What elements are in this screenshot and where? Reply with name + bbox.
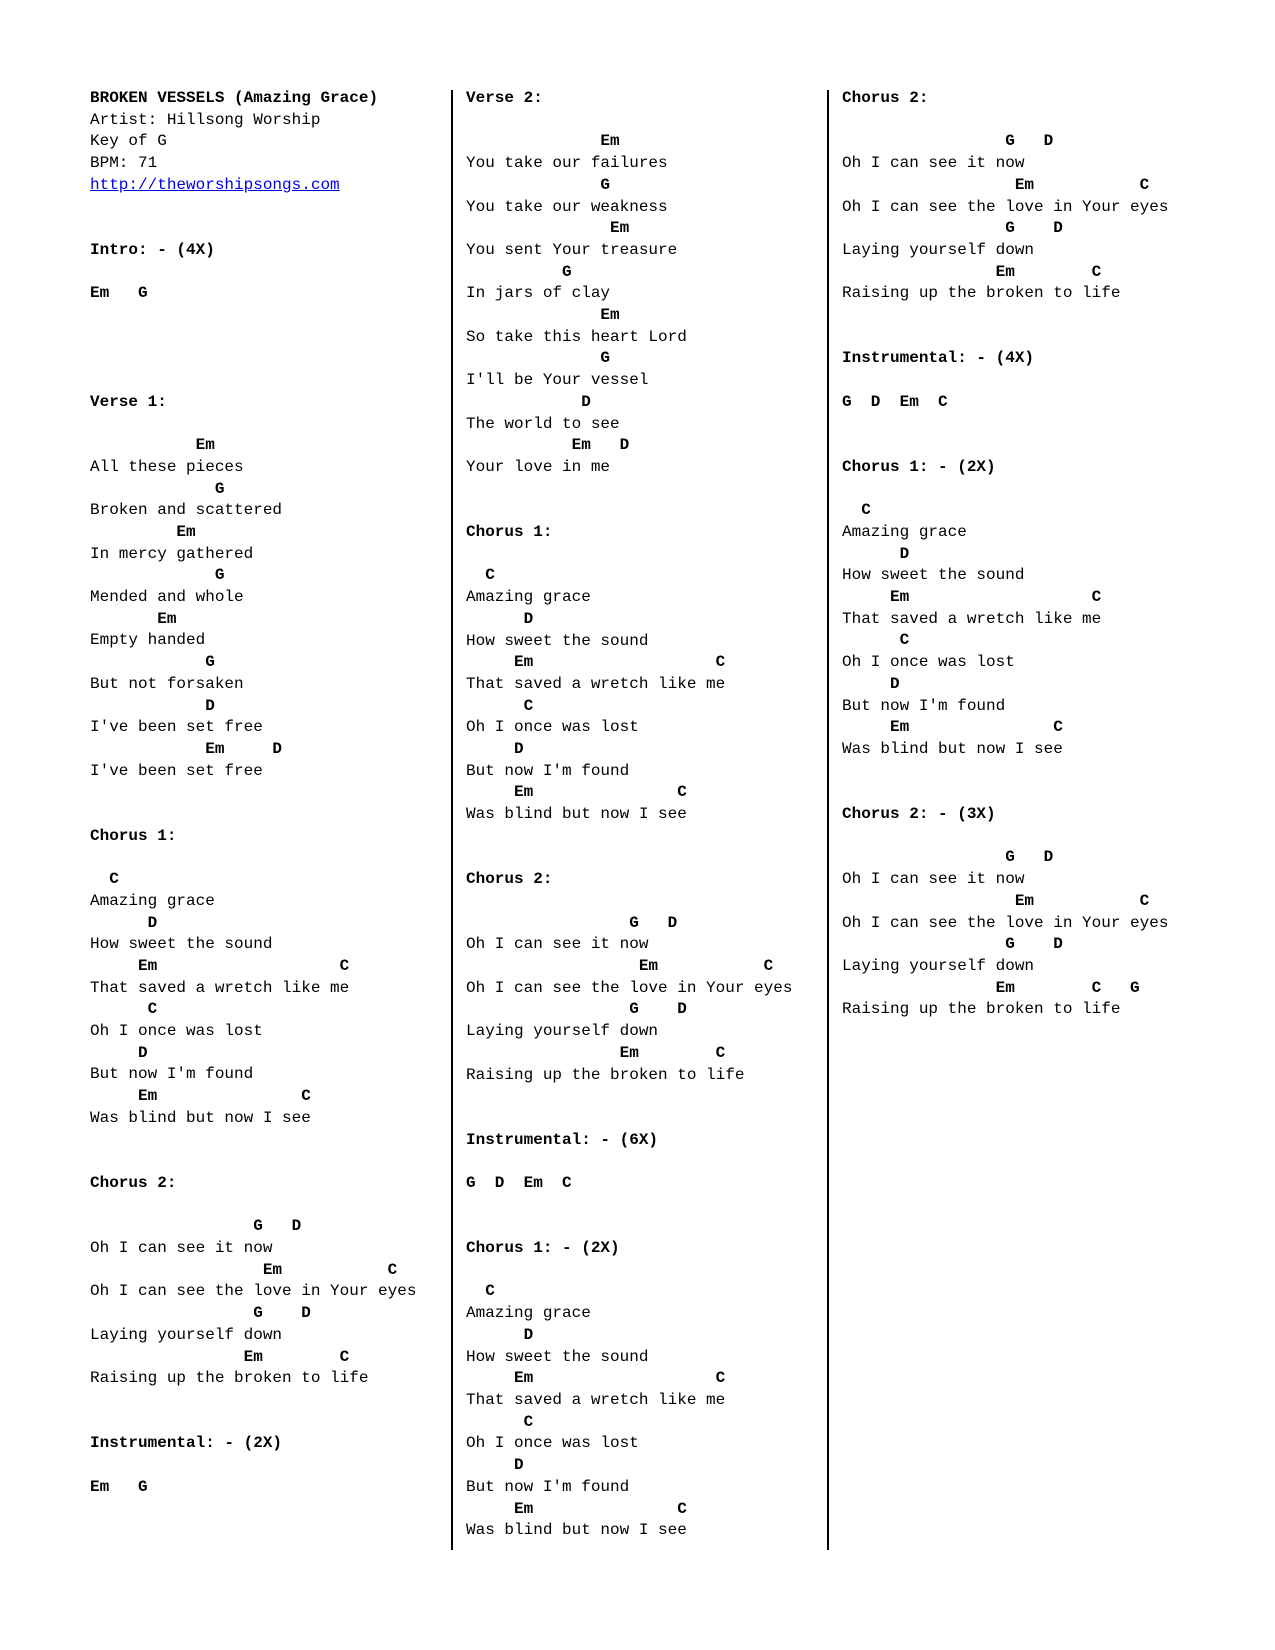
chord-line: G: [466, 175, 611, 194]
blank-line: [842, 479, 1168, 501]
lyric-line: But now I'm found: [466, 761, 630, 780]
chord-line: G D Em C: [842, 392, 948, 411]
chord-line: G: [90, 479, 225, 498]
blank-line: [842, 110, 1168, 132]
chord-line: G D: [466, 913, 678, 932]
chord-line: Em G: [90, 1477, 148, 1496]
chord-line: D: [90, 1043, 148, 1062]
lyric-line: Laying yourself down: [842, 956, 1035, 975]
blank-line: [90, 1412, 416, 1434]
section-heading: Chorus 1:: [466, 523, 553, 542]
chord-sheet-column-2: [466, 88, 792, 1542]
column-divider: [451, 90, 453, 1550]
blank-line: [466, 500, 792, 522]
chord-line: Em C: [466, 1499, 687, 1518]
chord-sheet-column-3: [842, 88, 1168, 1021]
lyric-line: In jars of clay: [466, 284, 611, 303]
chord-line: D: [90, 696, 215, 715]
section-heading: Chorus 2:: [466, 870, 553, 889]
lyric-line: So take this heart Lord: [466, 327, 687, 346]
section-heading: Instrumental: - (2X): [90, 1434, 283, 1453]
chord-line: Em G: [90, 284, 148, 303]
section-heading: Verse 2:: [466, 89, 543, 107]
lyric-line: Your love in me: [466, 457, 611, 476]
lyric-line: How sweet the sound: [466, 1347, 649, 1366]
blank-line: [466, 1151, 792, 1173]
song-meta-line: BPM: 71: [90, 154, 158, 173]
lyric-line: Was blind but now I see: [466, 1521, 687, 1540]
column-divider: [827, 90, 829, 1550]
blank-line: [90, 1151, 416, 1173]
blank-line: [842, 782, 1168, 804]
blank-line: [90, 1130, 416, 1152]
lyric-line: Laying yourself down: [466, 1022, 659, 1041]
section-heading: Chorus 2:: [842, 89, 929, 107]
chord-line: Em C: [466, 957, 774, 976]
blank-line: [842, 327, 1168, 349]
chord-line: Em: [466, 306, 620, 325]
chord-line: Em D: [90, 739, 283, 758]
song-meta-line: Artist: Hillsong Worship: [90, 110, 321, 129]
section-heading: BROKEN VESSELS (Amazing Grace): [90, 89, 379, 107]
chord-line: Em C: [842, 718, 1063, 737]
blank-line: [466, 1216, 792, 1238]
chord-line: D: [466, 609, 534, 628]
section-heading: Instrumental: - (6X): [466, 1130, 659, 1149]
section-heading: Chorus 1: - (2X): [842, 457, 996, 476]
blank-line: [90, 847, 416, 869]
lyric-line: Oh I can see it now: [90, 1239, 273, 1258]
blank-line: [90, 262, 416, 284]
lyric-line: Laying yourself down: [842, 240, 1035, 259]
chord-line: Em C: [466, 1369, 726, 1388]
chord-line: D: [466, 740, 524, 759]
lyric-line: That saved a wretch like me: [466, 1390, 726, 1409]
lyric-line: Amazing grace: [466, 1304, 591, 1323]
chord-line: D: [842, 674, 900, 693]
lyric-line: Raising up the broken to life: [842, 284, 1121, 303]
section-heading: Chorus 1:: [90, 826, 177, 845]
chord-line: C: [466, 696, 534, 715]
lyric-line: Broken and scattered: [90, 501, 283, 520]
chord-line: D: [466, 1325, 534, 1344]
lyric-line: That saved a wretch like me: [466, 674, 726, 693]
song-meta-line: Key of G: [90, 132, 167, 151]
chord-line: Em: [466, 219, 630, 238]
lyric-line: How sweet the sound: [466, 631, 649, 650]
chord-line: Em C: [90, 1260, 398, 1279]
blank-line: [90, 782, 416, 804]
lyric-line: I'll be Your vessel: [466, 371, 649, 390]
blank-line: [90, 1195, 416, 1217]
chord-line: C: [842, 631, 910, 650]
chord-line: D: [466, 392, 591, 411]
section-heading: Chorus 2: - (3X): [842, 805, 996, 824]
chord-line: G D: [842, 132, 1054, 151]
chord-line: G D: [842, 219, 1063, 238]
blank-line: [90, 804, 416, 826]
lyric-line: In mercy gathered: [90, 544, 254, 563]
blank-line: [842, 370, 1168, 392]
lyric-line: You take our weakness: [466, 197, 668, 216]
lyric-line: I've been set free: [90, 761, 263, 780]
lyric-line: All these pieces: [90, 457, 244, 476]
lyric-line: Raising up the broken to life: [90, 1369, 369, 1388]
chord-line: G D: [90, 1217, 302, 1236]
blank-line: [90, 305, 416, 327]
chord-line: C: [842, 501, 871, 520]
chord-line: G D Em C: [466, 1174, 572, 1192]
chord-line: Em C: [466, 783, 687, 802]
lyric-line: Oh I once was lost: [90, 1022, 263, 1041]
lyric-line: You take our failures: [466, 154, 668, 173]
chord-line: G: [466, 349, 611, 368]
chord-line: Em C: [842, 588, 1102, 607]
chord-line: C: [466, 1412, 534, 1431]
lyric-line: Oh I can see the love in Your eyes: [842, 197, 1169, 216]
lyric-line: But now I'm found: [466, 1477, 630, 1496]
chord-line: G D: [842, 935, 1063, 954]
lyric-line: But not forsaken: [90, 674, 244, 693]
blank-line: [842, 305, 1168, 327]
blank-line: [466, 1086, 792, 1108]
blank-line: [90, 413, 416, 435]
lyric-line: Amazing grace: [466, 588, 591, 607]
chord-line: Em C: [842, 262, 1102, 281]
chord-line: G D: [90, 1304, 311, 1323]
chord-line: G D: [842, 848, 1054, 867]
chord-line: Em: [90, 436, 215, 455]
section-heading: Instrumental: - (4X): [842, 349, 1035, 368]
chord-line: D: [90, 913, 158, 932]
lyric-line: Was blind but now I see: [842, 739, 1063, 758]
lyric-line: Oh I once was lost: [466, 1434, 639, 1453]
blank-line: [466, 826, 792, 848]
lyric-line: That saved a wretch like me: [842, 609, 1102, 628]
lyric-line: Oh I can see it now: [466, 935, 649, 954]
chord-line: Em C: [466, 653, 726, 672]
section-heading: Chorus 1: - (2X): [466, 1239, 620, 1258]
chord-line: Em C: [842, 891, 1150, 910]
lyric-line: Oh I once was lost: [842, 653, 1015, 672]
lyric-line: Was blind but now I see: [90, 1108, 311, 1127]
chord-line: D: [842, 544, 910, 563]
lyric-line: Was blind but now I see: [466, 805, 687, 824]
blank-line: [466, 848, 792, 870]
lyric-line: Oh I can see the love in Your eyes: [842, 913, 1169, 932]
chord-line: C: [466, 1282, 495, 1301]
lyric-line: Oh I can see the love in Your eyes: [90, 1282, 417, 1301]
blank-line: [90, 218, 416, 240]
blank-line: [90, 1455, 416, 1477]
blank-line: [466, 891, 792, 913]
blank-line: [90, 327, 416, 349]
chord-line: Em: [90, 522, 196, 541]
lyric-line: How sweet the sound: [90, 935, 273, 954]
lyric-line: Raising up the broken to life: [466, 1065, 745, 1084]
chord-line: Em D: [466, 436, 630, 455]
chord-line: G D: [466, 1000, 687, 1019]
blank-line: [466, 1260, 792, 1282]
chord-line: C: [466, 566, 495, 585]
lyric-line: How sweet the sound: [842, 566, 1025, 585]
chord-line: Em C: [842, 175, 1150, 194]
lyric-line: The world to see: [466, 414, 620, 433]
chord-line: G: [90, 566, 225, 585]
lyric-line: Laying yourself down: [90, 1325, 283, 1344]
chord-line: Em C: [90, 1087, 311, 1106]
chord-line: Em C: [90, 956, 350, 975]
lyric-line: Oh I can see it now: [842, 154, 1025, 173]
blank-line: [90, 348, 416, 370]
blank-line: [466, 110, 792, 132]
lyric-line: Empty handed: [90, 631, 206, 650]
lyric-line: Oh I once was lost: [466, 718, 639, 737]
lyric-line: Amazing grace: [90, 891, 215, 910]
lyric-line: Raising up the broken to life: [842, 1000, 1121, 1019]
chord-line: Em: [90, 609, 177, 628]
chord-line: Em C G: [842, 978, 1140, 997]
lyric-line: You sent Your treasure: [466, 240, 678, 259]
chord-line: D: [466, 1456, 524, 1475]
lyric-line: I've been set free: [90, 718, 263, 737]
blank-line: [466, 1108, 792, 1130]
chord-line: Em C: [90, 1347, 350, 1366]
blank-line: [466, 544, 792, 566]
lyric-line: Oh I can see it now: [842, 870, 1025, 889]
blank-line: [842, 826, 1168, 848]
chord-line: Em: [466, 132, 620, 151]
section-heading: Chorus 2:: [90, 1173, 177, 1192]
lyric-line: Mended and whole: [90, 588, 244, 607]
lyric-line: But now I'm found: [90, 1065, 254, 1084]
lyric-line: Oh I can see the love in Your eyes: [466, 978, 793, 997]
blank-line: [842, 761, 1168, 783]
section-heading: Verse 1:: [90, 392, 167, 411]
lyric-line: But now I'm found: [842, 696, 1006, 715]
source-link[interactable]: http://theworshipsongs.com: [90, 175, 340, 194]
section-heading: Intro: - (4X): [90, 240, 215, 259]
blank-line: [90, 197, 416, 219]
blank-line: [90, 370, 416, 392]
blank-line: [842, 413, 1168, 435]
chord-line: C: [90, 870, 119, 889]
blank-line: [466, 1195, 792, 1217]
chord-line: G: [466, 262, 572, 281]
chord-sheet-column-1: [90, 88, 416, 1498]
chord-line: G: [90, 653, 215, 672]
chord-line: C: [90, 1000, 158, 1019]
blank-line: [466, 479, 792, 501]
blank-line: [90, 1390, 416, 1412]
lyric-line: That saved a wretch like me: [90, 978, 350, 997]
blank-line: [842, 435, 1168, 457]
lyric-line: Amazing grace: [842, 522, 967, 541]
chord-line: Em C: [466, 1043, 726, 1062]
